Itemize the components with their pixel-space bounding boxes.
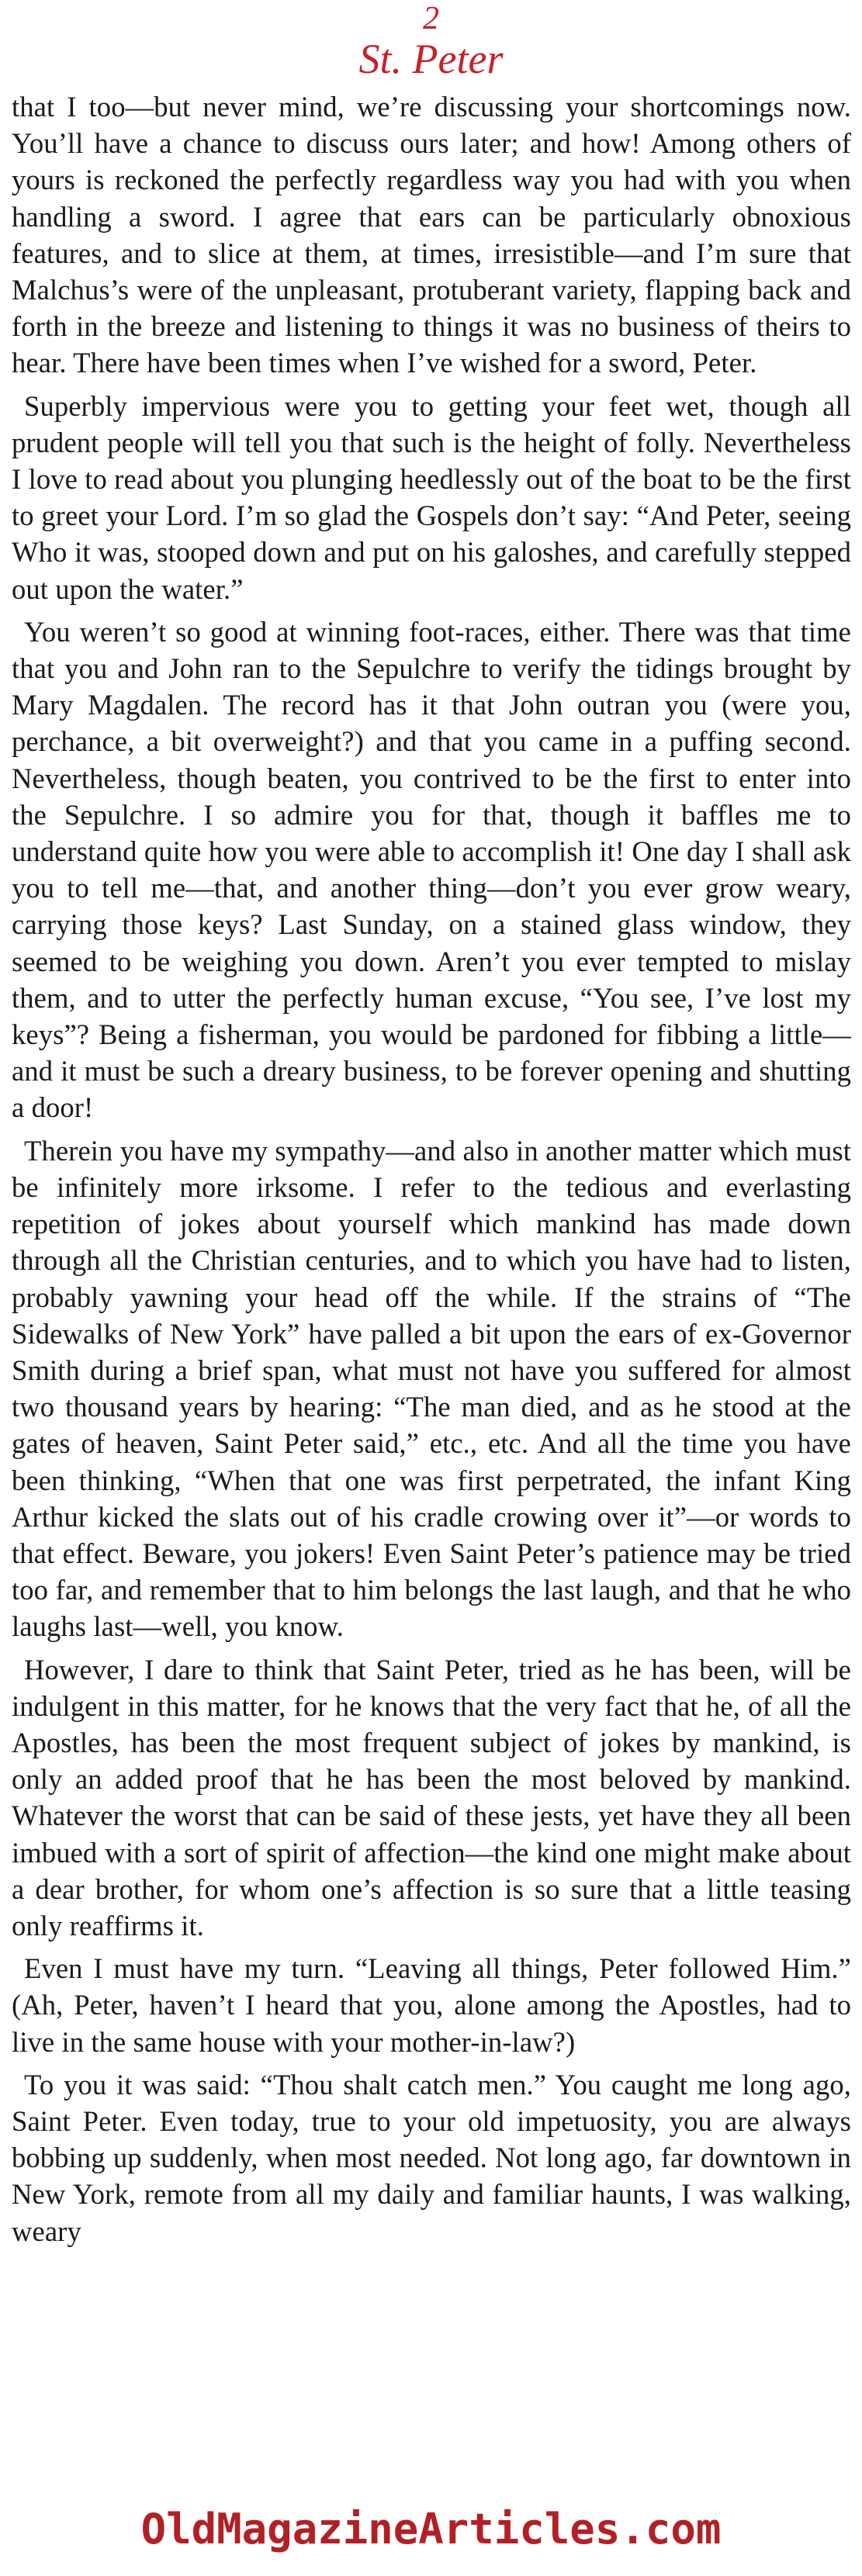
page-number: 2 <box>423 1 439 36</box>
paragraph: that I too—but never mind, we’re discussing your shortcomings now. You’ll have a chance to discuss ours later; and how! Among others of yours is reckoned the perfectly regardless way you had with you when handling a sword. I agree that ears can be particularly obnoxious features, and to slice at them, at times, irresistible—and I’m sure that Malchus’s were of the unpleasant, protuberant variety, flapping back and forth in the breeze and listening to things it was no business of theirs to hear. There have been times when I’ve wished for a sword, Peter. <box>12 91 851 379</box>
paragraph: However, I dare to think that Saint Peter, tried as he has been, will be indulgent in this matter, for he knows that the very fact that he, of all the Apostles, has been the most frequent subject of jokes by mankind, is only an added proof that he has been the most beloved by mankind. Whatever the worst that can be said of these jests, yet have they all been imbued with a sort of spirit of affection—the kind one might make about a dear brother, for whom one’s affection is so sure that a little teasing only reaffirms it. <box>12 1653 851 1942</box>
paragraph: Even I must have my turn. “Leaving all things, Peter followed Him.” (Ah, Peter, haven’t I heard that you, alone among the Apostles, had to live in the same house with your mother-in-law?) <box>12 1952 851 2058</box>
page-header <box>0 0 862 84</box>
site-watermark: OldMagazineArticles.com <box>140 2505 722 2554</box>
page-title: St. Peter <box>358 36 504 82</box>
paragraph: Superbly impervious were you to getting your feet wet, though all prudent people will tell you that such is the height of folly. Nevertheless I love to read about you plunging heedlessly out of the boat to be the first to greet your Lord. I’m so glad the Gospels don’t say: “And Peter, seeing Who it was, stooped down and put on his galoshes, and carefully stepped out upon the water.” <box>12 389 851 605</box>
paragraph: To you it was said: “Thou shalt catch men.” You caught me long ago, Saint Peter. Even today, true to your old impetuosity, you are always bobbing up suddenly, when most needed. Not long ago, far downtown in New York, remote from all my daily and familiar haunts, I was walking, weary <box>12 2068 851 2247</box>
site-footer <box>0 2502 862 2564</box>
article-body <box>12 88 851 2489</box>
paragraph: You weren’t so good at winning foot-races, either. There was that time that you and John ran to the Sepulchre to verify the tidings brought by Mary Magdalen. The record has it that John outran you (were you, perchance, a bit overweight?) and that you came in a puffing second. Nevertheless, though beaten, you contrived to be the first to enter into the Sepulchre. I so admire you for that, though it baffles me to understand quite how you were able to accomplish it! One day I shall ask you to tell me—that, and another thing—don’t you ever grow weary, carrying those keys? Last Sunday, on a stained glass window, they seemed to be weighing you down. Aren’t you ever tempted to mislay them, and to utter the perfectly human excuse, “You see, I’ve lost my keys”? Being a fisherman, you would be pardoned for fibbing a little—and it must be such a dreary business, to be forever opening and shutting a door! <box>12 615 851 1124</box>
paragraph: Therein you have my sympathy—and also in another matter which must be infinitely more irksome. I refer to the tedious and everlasting repetition of jokes about yourself which mankind has made down through all the Christian centuries, and to which you have had to listen, probably yawning your head off the while. If the strains of “The Sidewalks of New York” have palled a bit upon the ears of ex-Governor Smith during a brief span, what must not have you suffered for almost two thousand years by hearing: “The man died, and as he stood at the gates of heaven, Saint Peter said,” etc., etc. And all the time you have been thinking, “When that one was first perpetrated, the infant King Arthur kicked the slats out of his cradle crowing over it”—or words to that effect. Beware, you jokers! Even Saint Peter’s patience may be tried too far, and remember that to him belongs the last laugh, and that he who laughs last—well, you know. <box>12 1134 851 1643</box>
